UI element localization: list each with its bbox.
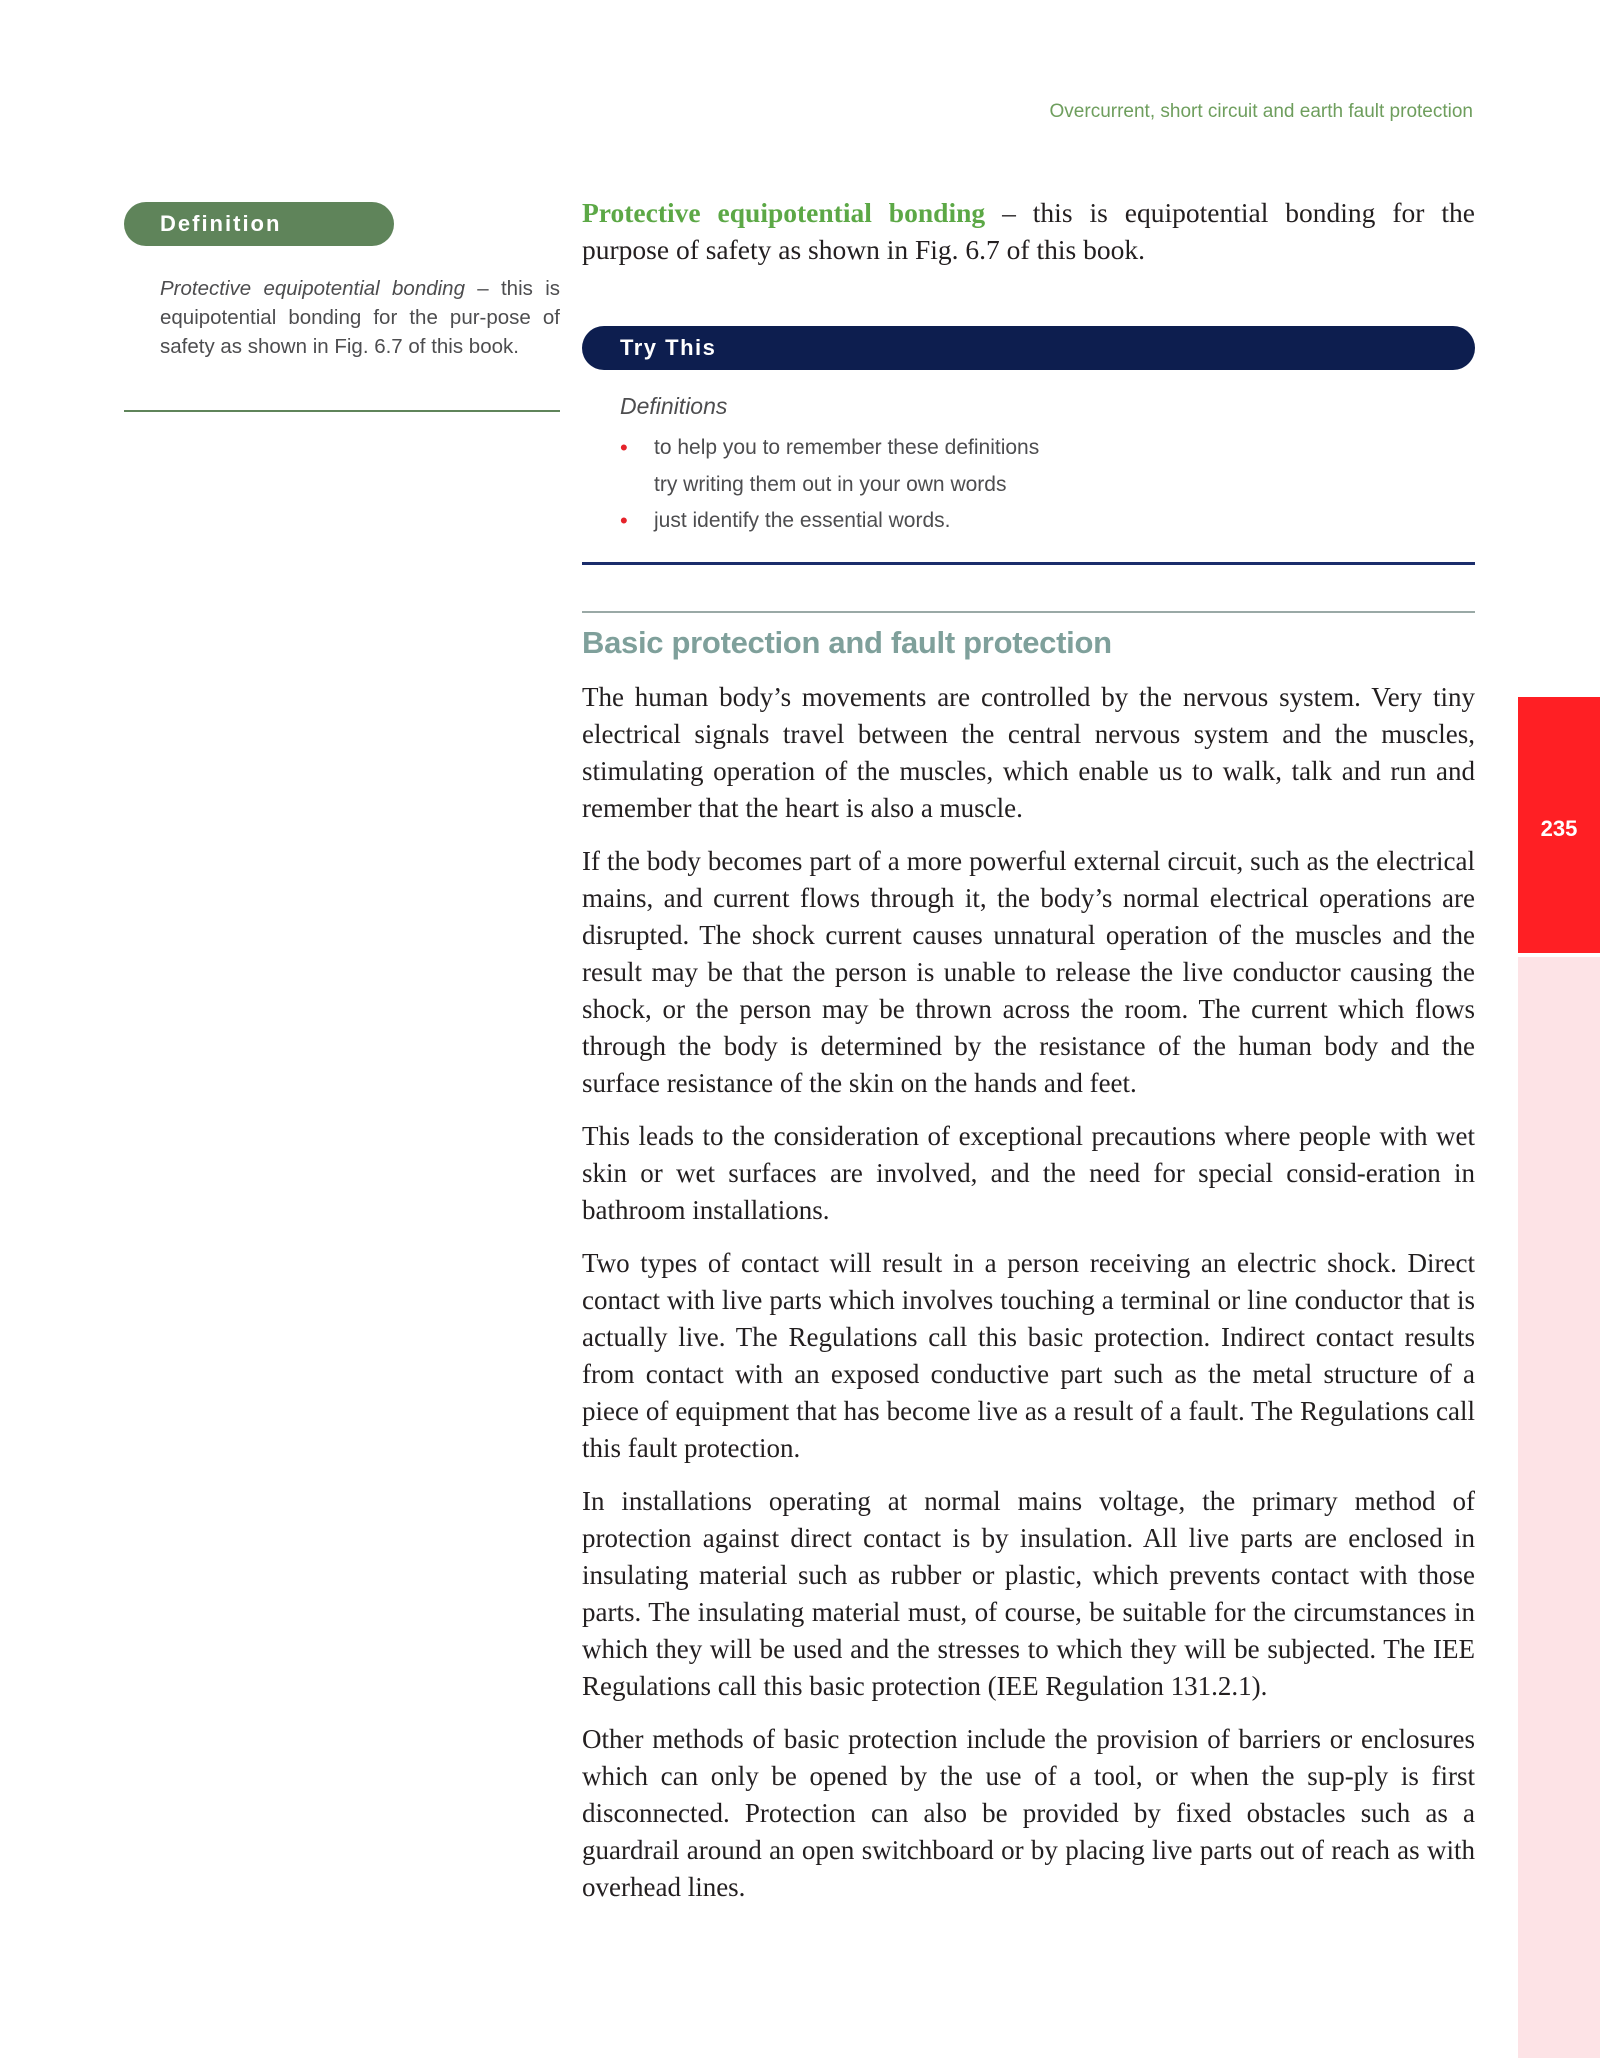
- section-title: Basic protection and fault protection: [582, 624, 1112, 660]
- list-item: • to help you to remember these definitions: [620, 430, 1475, 467]
- definition-text-part-2: pose of safety as shown in Fig. 6.7 of this book.: [160, 306, 560, 358]
- lead-text: – this is equipotential bonding for the purpose of safety as shown in Fig. 6.7 of this book.: [582, 197, 1475, 265]
- definition-text: [160, 274, 560, 361]
- body-paragraph: In installations operating at normal mains voltage, the primary method of protection against direct contact is by insulation. All live parts are enclosed in insulating material such as rubber or plastic, which prevents contact with those parts. The insulating material must, of course, be suitable for the circumstances in which they will be used and the stresses to which they will be subjected. The IEE Regulations call this basic protection (IEE Regulation 131.2.1).: [582, 1485, 1475, 1701]
- body-paragraph: This leads to the consideration of exceptional precautions where people with wet skin or wet surfaces are involved, and the need for special consid-eration in bathroom installations.: [582, 1120, 1475, 1225]
- definition-term: Protective equipotential bonding: [160, 277, 465, 300]
- lead-term: Protective equipotential bonding: [582, 197, 986, 228]
- edge-tab-separator: [1518, 953, 1600, 957]
- body-paragraph: Two types of contact will result in a person receiving an electric shock. Direct contact with live parts which involves touching a terminal or line conductor that is actually live. The Regulations call this basic protection. Indirect contact results from contact with an exposed conductive part such as the metal structure of a piece of equipment that has become live as a result of a fault. The Regulations call this fault protection.: [582, 1247, 1475, 1463]
- definition-divider: [124, 410, 560, 412]
- main-column: [582, 194, 1475, 1906]
- definition-label: Definition: [124, 202, 394, 246]
- section-divider: [582, 611, 1475, 613]
- definition-text-part-1: – this is equipotential bonding for the pur-: [160, 277, 560, 329]
- running-head: Overcurrent, short circuit and earth fault protection: [1049, 101, 1473, 122]
- try-this-label: Try This: [582, 326, 1475, 370]
- body-paragraph: The human body’s movements are controlled by the nervous system. Very tiny electrical signals travel between the central nervous system and the muscles, stimulating operation of the muscles, which enable us to walk, talk and run and remember that the heart is also a muscle.: [582, 681, 1475, 823]
- body-paragraph: Other methods of basic protection include the provision of barriers or enclosures which can only be opened by the use of a tool, or when the sup-ply is first disconnected. Protection can also be provided by fixed obstacles such as a guardrail around an open switchboard or by placing live parts out of reach as with overhead lines.: [582, 1723, 1475, 1902]
- list-item: try writing them out in your own words: [654, 472, 1007, 496]
- list-item: • just identify the essential words.: [620, 503, 1475, 540]
- try-this-divider: [582, 562, 1475, 565]
- lead-paragraph: [582, 194, 1475, 268]
- definition-box: [124, 202, 560, 361]
- page-number: 235: [1540, 816, 1578, 841]
- try-this-box: [582, 390, 1475, 540]
- body-paragraph: If the body becomes part of a more powerful external circuit, such as the electrical mains, and current flows through it, the body’s normal electrical operations are disrupted. The shock current causes unnatural operation of the muscles and the result may be that the person is unable to release the live conductor causing the shock, or the person may be thrown across the room. The current which flows through the body is determined by the resistance of the human body and the surface resistance of the skin on the hands and feet.: [582, 845, 1475, 1098]
- try-this-heading: Definitions: [620, 393, 728, 419]
- try-this-list: [620, 430, 1475, 540]
